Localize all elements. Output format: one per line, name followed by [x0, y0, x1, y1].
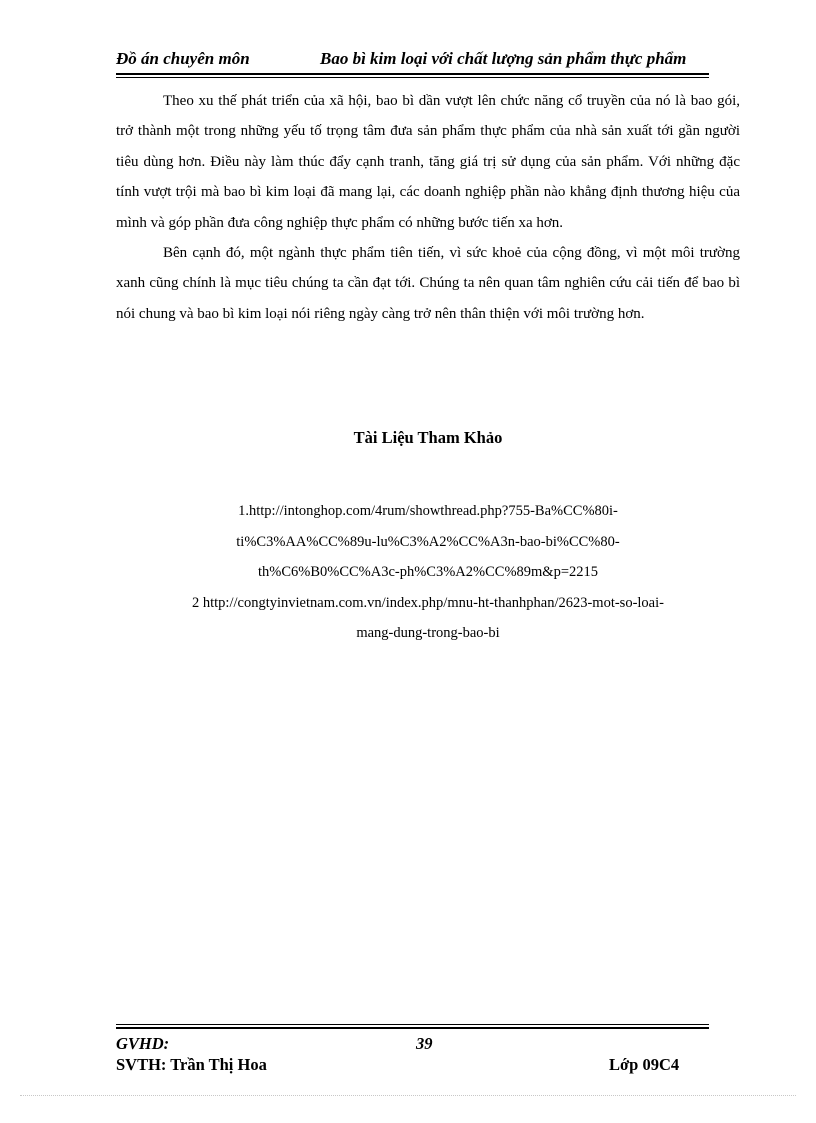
- footer-class: Lớp 09C4: [609, 1055, 680, 1074]
- references-list: [116, 496, 740, 649]
- footer-supervisor-label: GVHD:: [116, 1034, 170, 1053]
- header-document-title: Bao bì kim loại với chất lượng sản phẩm thực phẩm: [320, 49, 687, 68]
- header-rule-thick: [116, 73, 709, 75]
- reference-item: 2 http://congtyinvietnam.com.vn/index.php/mnu-ht-thanhphan/2623-mot-so-loai- mang-dung-trong-bao-bi: [192, 594, 664, 641]
- footer-rule-thin: [116, 1024, 709, 1025]
- footer-student: SVTH: Trần Thị Hoa: [116, 1055, 267, 1074]
- page-edge-divider: [20, 1095, 796, 1096]
- page-number: 39: [416, 1034, 433, 1053]
- body-text: [116, 86, 740, 329]
- body-paragraph: Bên cạnh đó, một ngành thực phẩm tiên tiến, vì sức khoẻ của cộng đồng, vì một môi trường xanh cũng chính là mục tiêu chúng ta cần đạt tới. Chúng ta nên quan tâm nghiên cứu cải tiến để bao bì nói chung và bao bì kim loại nói riêng ngày càng trở nên thân thiện với môi trường hơn.: [116, 245, 740, 322]
- footer-rule-thick: [116, 1027, 709, 1029]
- references-title: Tài Liệu Tham Khảo: [353, 428, 503, 447]
- body-paragraph: Theo xu thế phát triển của xã hội, bao bì dần vượt lên chức năng cổ truyền của nó là bao gói, trở thành một trong những yếu tố trọng tâm đưa sản phẩm thực phẩm của nhà sản xuất tới gần người tiêu dùng hơn. Điều này làm thúc đẩy cạnh tranh, tăng giá trị sử dụng của sản phẩm. Với những đặc tính vượt trội mà bao bì kim loại đã mang lại, các doanh nghiệp phần nào khẳng định thương hiệu của mình và góp phần đưa công nghiệp thực phẩm có những bước tiến xa hơn.: [116, 93, 740, 231]
- reference-item: 1.http://intonghop.com/4rum/showthread.php?755-Ba%CC%80i- ti%C3%AA%CC%89u-lu%C3%A2%CC%A3n-bao-bi%CC%80- th%C6%B0%CC%A3c-ph%C3%A2%CC%89m&p=2215: [236, 503, 620, 580]
- header-rule-thin: [116, 77, 709, 78]
- header-project-type: Đồ án chuyên môn: [116, 49, 250, 68]
- page-header: [116, 49, 708, 71]
